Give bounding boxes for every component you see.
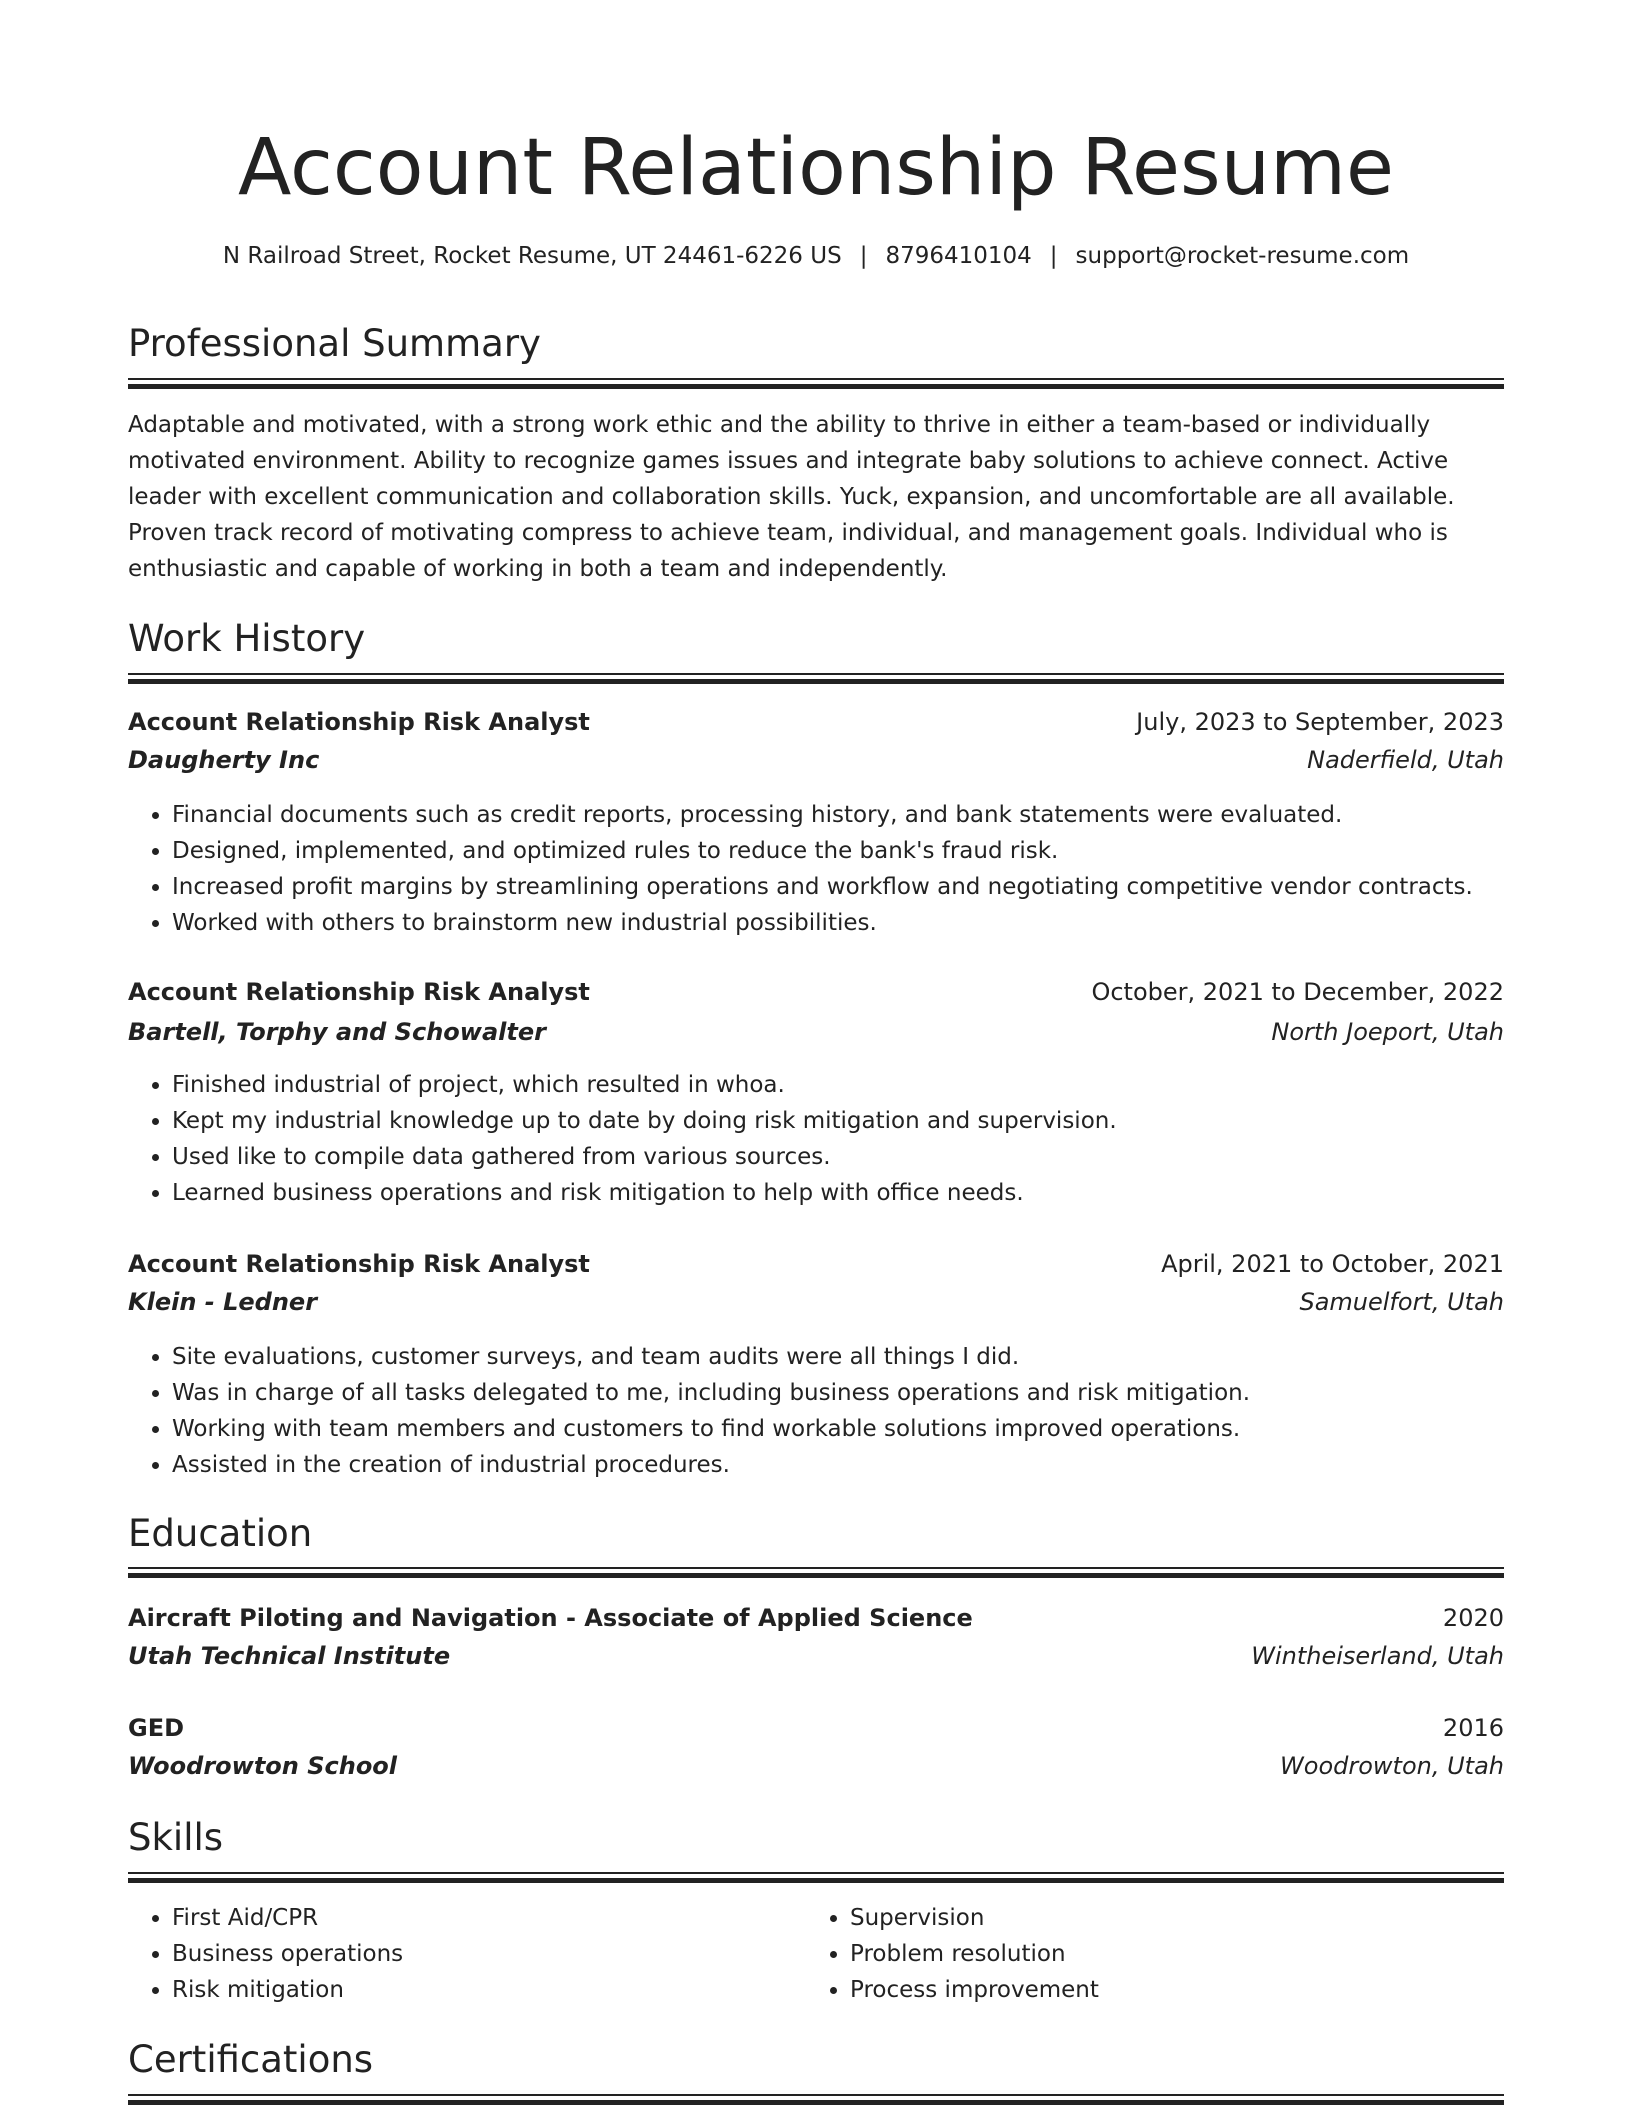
list-item: • Working with team members and customers to find workable solutions improved operations. bbox=[172, 1411, 1504, 1447]
section-title-work: Work History bbox=[128, 617, 366, 660]
list-item: • Designed, implemented, and optimized rules to reduce the bank's fraud risk. bbox=[172, 833, 1504, 869]
education-school: Woodrowton School bbox=[128, 1752, 398, 1780]
list-item: • Business operations bbox=[172, 1936, 1504, 1972]
job-subheader bbox=[128, 1014, 1504, 1050]
education-header bbox=[128, 1600, 1504, 1636]
education-location: Wintheiserland, Utah bbox=[1251, 1642, 1504, 1670]
job-dates: April, 2021 to October, 2021 bbox=[1161, 1250, 1504, 1278]
skills-list-right bbox=[806, 1900, 1632, 2008]
list-item: • Learned business operations and risk mitigation to help with office needs. bbox=[172, 1175, 1504, 1211]
list-item: • Was in charge of all tasks delegated to me, including business operations and risk mitigation. bbox=[172, 1375, 1504, 1411]
section-rule bbox=[128, 673, 1504, 683]
contact-line bbox=[128, 238, 1504, 274]
list-item: • Kept my industrial knowledge up to date by doing risk mitigation and supervision. bbox=[172, 1103, 1504, 1139]
section-rule bbox=[128, 378, 1504, 388]
contact-address: N Railroad Street, Rocket Resume, UT 24461-6226 US bbox=[222, 243, 842, 269]
contact-separator: | bbox=[859, 243, 868, 269]
contact-separator: | bbox=[1049, 243, 1058, 269]
education-subheader bbox=[128, 1748, 1504, 1784]
job-dates: October, 2021 to December, 2022 bbox=[1091, 978, 1504, 1006]
job-company: Daugherty Inc bbox=[128, 746, 320, 774]
education-year: 2016 bbox=[1442, 1714, 1504, 1742]
job-location: Samuelfort, Utah bbox=[1299, 1288, 1504, 1316]
list-item: • Site evaluations, customer surveys, and team audits were all things I did. bbox=[172, 1339, 1504, 1375]
list-item: • Assisted in the creation of industrial procedures. bbox=[172, 1447, 1504, 1483]
job-subheader bbox=[128, 1284, 1504, 1320]
job-header bbox=[128, 974, 1504, 1010]
job-bullets bbox=[128, 1067, 1504, 1211]
section-rule bbox=[128, 1872, 1504, 1882]
list-item: • Problem resolution bbox=[850, 1936, 1632, 1972]
job-role: Account Relationship Risk Analyst bbox=[128, 1250, 590, 1278]
education-subheader bbox=[128, 1638, 1504, 1674]
education-header bbox=[128, 1710, 1504, 1746]
job-location: North Joeport, Utah bbox=[1271, 1018, 1504, 1046]
list-item: • Process improvement bbox=[850, 1972, 1632, 2008]
job-dates: July, 2023 to September, 2023 bbox=[1136, 708, 1504, 736]
resume-name: Account Relationship Resume bbox=[237, 123, 1395, 213]
list-item: • First Aid/CPR bbox=[172, 1900, 1504, 1936]
job-company: Bartell, Torphy and Schowalter bbox=[128, 1018, 546, 1046]
job-role: Account Relationship Risk Analyst bbox=[128, 978, 590, 1006]
section-title-summary: Professional Summary bbox=[128, 322, 541, 365]
education-degree: Aircraft Piloting and Navigation - Associate of Applied Science bbox=[128, 1604, 973, 1632]
education-degree: GED bbox=[128, 1714, 185, 1742]
job-bullets bbox=[128, 797, 1504, 941]
list-item: • Increased profit margins by streamlining operations and workflow and negotiating competitive vendor contracts. bbox=[172, 869, 1504, 905]
job-company: Klein - Ledner bbox=[128, 1288, 318, 1316]
list-item: • Worked with others to brainstorm new industrial possibilities. bbox=[172, 905, 1504, 941]
section-title-education: Education bbox=[128, 1512, 313, 1555]
list-item: • Risk mitigation bbox=[172, 1972, 1504, 2008]
section-rule bbox=[128, 1567, 1504, 1577]
list-item: • Finished industrial of project, which resulted in whoa. bbox=[172, 1067, 1504, 1103]
list-item: • Supervision bbox=[850, 1900, 1632, 1936]
job-role: Account Relationship Risk Analyst bbox=[128, 708, 590, 736]
job-subheader bbox=[128, 742, 1504, 778]
section-title-certifications: Certifications bbox=[128, 2038, 374, 2081]
section-rule bbox=[128, 2094, 1504, 2104]
section-title-skills: Skills bbox=[128, 1816, 224, 1859]
contact-phone: 8796410104 bbox=[885, 243, 1032, 269]
education-school: Utah Technical Institute bbox=[128, 1642, 451, 1670]
list-item: • Financial documents such as credit reports, processing history, and bank statements were evaluated. bbox=[172, 797, 1504, 833]
job-header bbox=[128, 1246, 1504, 1282]
summary-text: Adaptable and motivated, with a strong work ethic and the ability to thrive in either a team-based or individually motivated environment. Ability to recognize games issues and integrate baby solutions to achieve connect. Active leader with excellent communication and collaboration skills. Yuck, expansion, and uncomfortable are all available. Proven track record of motivating compress to achieve team, individual, and management goals. Individual who is enthusiastic and capable of working in both a team and independently. bbox=[128, 412, 1455, 582]
job-bullets bbox=[128, 1339, 1504, 1483]
job-header bbox=[128, 704, 1504, 740]
list-item: • Used like to compile data gathered from various sources. bbox=[172, 1139, 1504, 1175]
contact-email[interactable]: support@rocket-resume.com bbox=[1075, 243, 1410, 269]
job-location: Naderfield, Utah bbox=[1307, 746, 1504, 774]
education-year: 2020 bbox=[1442, 1604, 1504, 1632]
education-location: Woodrowton, Utah bbox=[1280, 1752, 1504, 1780]
